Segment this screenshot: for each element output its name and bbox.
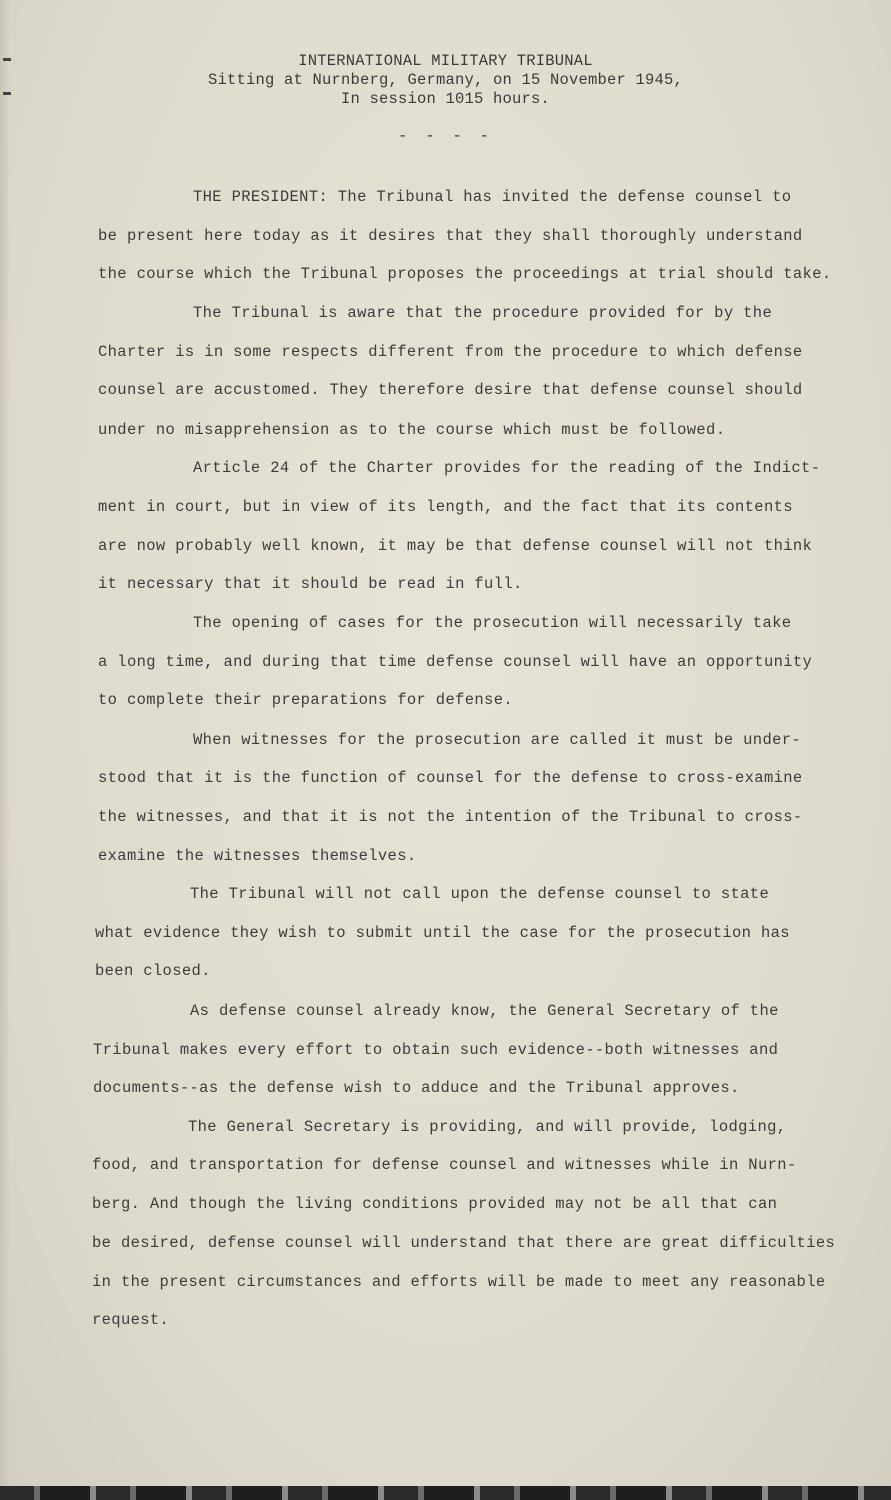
text-line: THE PRESIDENT: The Tribunal has invited the defense counsel to — [193, 188, 792, 206]
header-location-date: Sitting at Nurnberg, Germany, on 15 November 1945, — [207, 71, 684, 89]
text-line: As defense counsel already know, the General Secretary of the — [190, 1002, 779, 1020]
text-line: The General Secretary is providing, and will provide, lodging, — [188, 1118, 787, 1136]
text-line: berg. And though the living conditions provided may not be all that can — [92, 1195, 778, 1213]
text-line: the witnesses, and that it is not the intention of the Tribunal to cross- — [98, 808, 803, 826]
text-line: documents--as the defense wish to adduce and the Tribunal approves. — [93, 1079, 740, 1097]
header-session: In session 1015 hours. — [340, 90, 551, 108]
text-line: under no misapprehension as to the course which must be followed. — [98, 421, 726, 439]
text-line: request. — [92, 1311, 170, 1329]
text-line: The opening of cases for the prosecution will necessarily take — [193, 614, 792, 632]
text-line: Tribunal makes every effort to obtain such evidence--both witnesses and — [93, 1041, 779, 1059]
text-line: be present here today as it desires that they shall thoroughly understand — [98, 227, 803, 245]
text-line: the course which the Tribunal proposes the proceedings at trial should take. — [98, 265, 832, 283]
text-line: counsel are accustomed. They therefore desire that defense counsel should — [98, 381, 803, 399]
text-line: food, and transportation for defense counsel and witnesses while in Nurn- — [92, 1156, 797, 1174]
text-line: The Tribunal will not call upon the defense counsel to state — [190, 885, 770, 903]
text-line: Article 24 of the Charter provides for the reading of the Indict- — [193, 459, 821, 477]
text-line: are now probably well known, it may be that defense counsel will not think — [98, 537, 813, 555]
text-line: ment in court, but in view of its length, and the fact that its contents — [98, 498, 793, 516]
text-line: examine the witnesses themselves. — [98, 847, 417, 865]
text-line: it necessary that it should be read in full. — [98, 575, 523, 593]
text-line: a long time, and during that time defense counsel will have an opportunity — [98, 653, 813, 671]
scan-bottom-edge — [0, 1486, 891, 1500]
page-left-edge — [0, 0, 10, 1500]
text-line: Charter is in some respects different from the procedure to which defense — [98, 343, 803, 361]
text-line: be desired, defense counsel will understand that there are great difficulties — [92, 1234, 836, 1252]
text-line: stood that it is the function of counsel for the defense to cross-examine — [98, 769, 803, 787]
separator: - - - - — [397, 127, 494, 145]
text-line: to complete their preparations for defense. — [98, 691, 514, 709]
text-line: been closed. — [95, 962, 211, 980]
text-line: in the present circumstances and efforts will be made to meet any reasonable — [92, 1273, 826, 1291]
text-line: When witnesses for the prosecution are called it must be under- — [193, 731, 802, 749]
header-title: INTERNATIONAL MILITARY TRIBUNAL — [298, 52, 593, 70]
text-line: what evidence they wish to submit until the case for the prosecution has — [95, 924, 790, 942]
text-line: The Tribunal is aware that the procedure provided for by the — [193, 304, 773, 322]
